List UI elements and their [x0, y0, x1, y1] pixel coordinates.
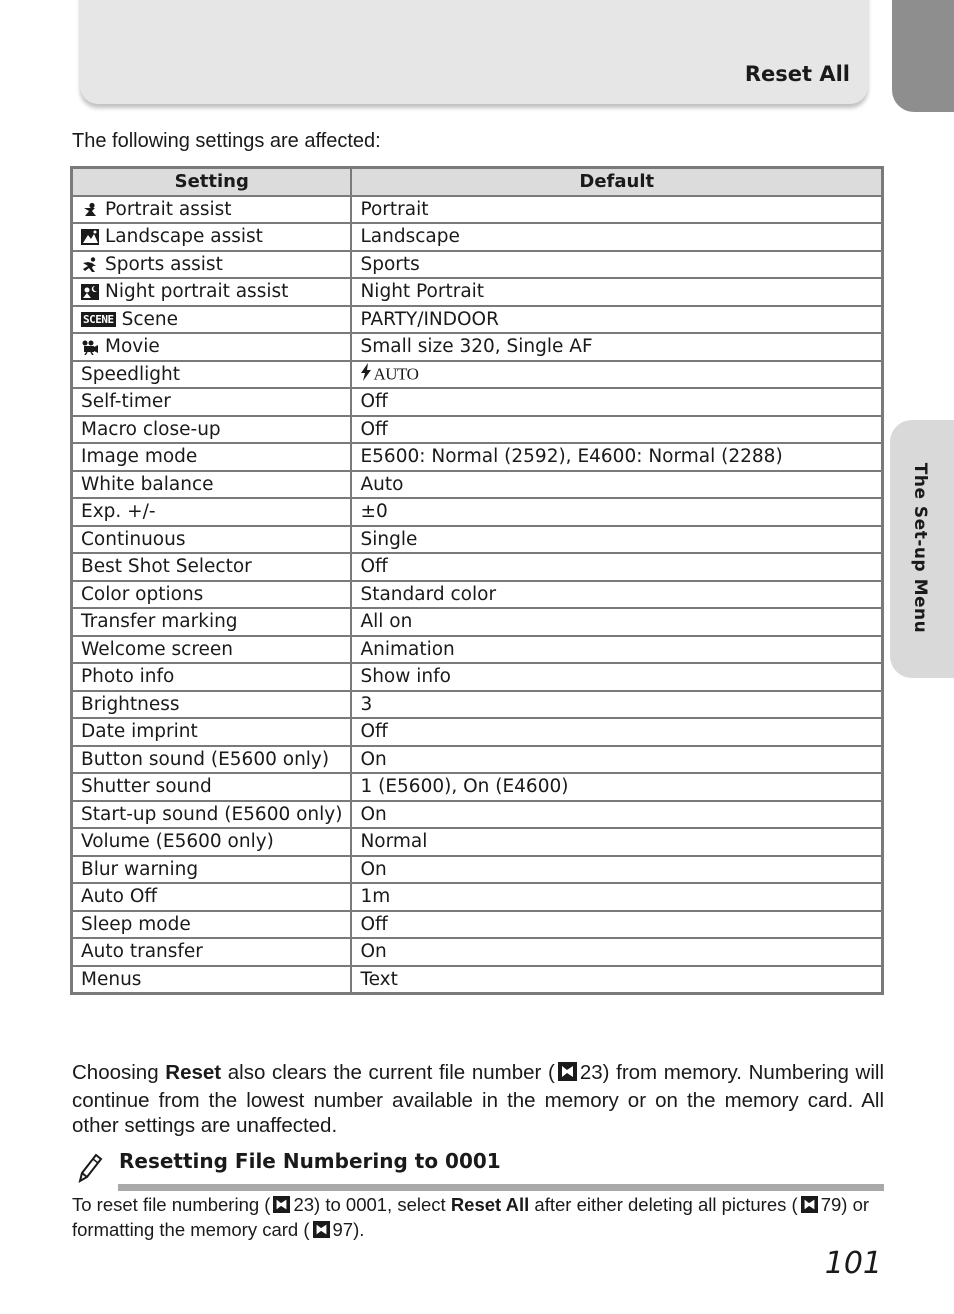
- default-cell: [351, 938, 882, 966]
- table-row: [72, 718, 883, 746]
- table-row: [72, 443, 883, 471]
- default-value: On: [360, 803, 387, 825]
- setting-cell: [72, 333, 352, 361]
- setting-name: Brightness: [81, 693, 180, 715]
- default-value: Show info: [360, 666, 451, 688]
- section-title: Reset All: [744, 62, 850, 86]
- default-value: 3: [360, 693, 373, 715]
- default-value: PARTY/INDOOR: [360, 308, 499, 330]
- default-cell: [351, 498, 882, 526]
- default-value: On: [360, 941, 387, 963]
- setting-name: Sleep mode: [81, 913, 191, 935]
- default-value: AUTO: [373, 364, 419, 384]
- default-value: All on: [360, 611, 413, 633]
- default-cell: [351, 553, 882, 581]
- default-cell: [351, 333, 882, 361]
- setting-cell: [72, 361, 352, 389]
- note-body: [72, 1193, 884, 1243]
- page-number: 101: [824, 1246, 882, 1281]
- default-cell: [351, 966, 882, 994]
- setting-cell: [72, 471, 352, 499]
- paragraph-text: ) from memory. Numbering will continue from the lowest number available in the memory or on the memory card. All other settings are unaffected.: [72, 1061, 885, 1137]
- setting-cell: [72, 388, 352, 416]
- table-row: [72, 911, 883, 939]
- table-row: [72, 553, 883, 581]
- setting-name: Macro close-up: [81, 418, 221, 440]
- night-portrait-icon: [81, 284, 99, 300]
- default-value: Sports: [360, 253, 420, 275]
- table-header-row: [72, 168, 883, 196]
- default-cell: [351, 663, 882, 691]
- setting-name: Scene: [121, 308, 179, 330]
- note-ref: 97: [332, 1219, 354, 1240]
- table-row: [72, 856, 883, 884]
- default-value: Off: [360, 556, 388, 578]
- setting-name: Button sound (E5600 only): [81, 748, 330, 770]
- setting-cell: [72, 553, 352, 581]
- default-cell: [351, 223, 882, 251]
- setting-cell: [72, 883, 352, 911]
- setting-cell: [72, 801, 352, 829]
- setting-cell: [72, 663, 352, 691]
- setting-name: Night portrait assist: [105, 281, 289, 303]
- setting-cell: [72, 581, 352, 609]
- portrait-assist-icon: [81, 202, 99, 218]
- setting-name: Best Shot Selector: [81, 556, 252, 578]
- column-header-default: Default: [351, 168, 882, 196]
- setting-name: Welcome screen: [81, 638, 234, 660]
- intro-text: The following settings are affected:: [72, 130, 381, 152]
- paragraph-bold: Reset: [165, 1061, 222, 1084]
- setting-name: Volume (E5600 only): [81, 831, 274, 853]
- default-cell: [351, 746, 882, 774]
- table-row: [72, 746, 883, 774]
- corner-tab: [892, 0, 954, 112]
- note-text: after either deleting all pictures (: [529, 1194, 798, 1215]
- setting-cell: [72, 223, 352, 251]
- setting-cell: [72, 856, 352, 884]
- default-cell: [351, 911, 882, 939]
- table-row: [72, 251, 883, 279]
- setting-name: Movie: [105, 336, 160, 358]
- paragraph-text: Choosing: [72, 1061, 166, 1084]
- default-value: Single: [360, 528, 418, 550]
- table-row: [72, 388, 883, 416]
- default-value: Off: [360, 913, 388, 935]
- settings-table: [70, 166, 884, 995]
- setting-name: Start-up sound (E5600 only): [81, 803, 343, 825]
- table-row: [72, 801, 883, 829]
- table-row: [72, 223, 883, 251]
- table-row: [72, 361, 883, 389]
- table-row: [72, 526, 883, 554]
- setting-cell: [72, 251, 352, 279]
- setting-name: Self-timer: [81, 391, 171, 413]
- default-value: Text: [360, 968, 398, 990]
- setting-name: Exp. +/-: [81, 501, 156, 523]
- setting-name: Photo info: [81, 666, 175, 688]
- default-value: E5600: Normal (2592), E4600: Normal (2288): [360, 446, 783, 468]
- page-reference-icon: [801, 1195, 818, 1218]
- default-cell: [351, 306, 882, 334]
- default-cell: [351, 251, 882, 279]
- sports-assist-icon: [81, 257, 99, 273]
- setting-name: Landscape assist: [105, 226, 263, 248]
- default-cell: [351, 801, 882, 829]
- note-text: To reset file numbering (: [72, 1194, 271, 1215]
- setting-cell: [72, 196, 352, 224]
- setting-name: Image mode: [81, 446, 198, 468]
- default-value: 1m: [360, 886, 391, 908]
- setting-name: Transfer marking: [81, 611, 238, 633]
- table-row: [72, 966, 883, 994]
- setting-name: Portrait assist: [105, 198, 232, 220]
- table-row: [72, 828, 883, 856]
- default-value: On: [360, 748, 387, 770]
- default-cell: [351, 828, 882, 856]
- page-reference-icon: [558, 1062, 577, 1088]
- setting-cell: [72, 691, 352, 719]
- setting-cell: [72, 938, 352, 966]
- default-cell: [351, 691, 882, 719]
- setting-cell: [72, 911, 352, 939]
- setting-cell: [72, 966, 352, 994]
- setting-cell: [72, 636, 352, 664]
- setting-cell: [72, 718, 352, 746]
- paragraph-ref: 23: [579, 1061, 603, 1084]
- setting-name: Continuous: [81, 528, 186, 550]
- note-ref: 23: [293, 1194, 315, 1215]
- note-ref: 79: [820, 1194, 842, 1215]
- default-value: On: [360, 858, 387, 880]
- setting-name: White balance: [81, 473, 214, 495]
- default-cell: [351, 278, 882, 306]
- table-row: [72, 773, 883, 801]
- table-row: [72, 278, 883, 306]
- default-cell: [351, 718, 882, 746]
- default-value: Animation: [360, 638, 455, 660]
- default-cell: [351, 416, 882, 444]
- note-text: ) or formatting the memory card (: [72, 1194, 870, 1240]
- default-cell: [351, 608, 882, 636]
- table-row: [72, 663, 883, 691]
- table-row: [72, 636, 883, 664]
- note-text: ).: [353, 1219, 365, 1240]
- default-cell: [351, 883, 882, 911]
- setting-name: Speedlight: [81, 363, 180, 385]
- default-value: Portrait: [360, 198, 429, 220]
- table-row: [72, 416, 883, 444]
- default-cell: [351, 196, 882, 224]
- default-value: 1 (E5600), On (E4600): [360, 776, 569, 798]
- setting-cell: [72, 773, 352, 801]
- default-value: Auto: [360, 473, 404, 495]
- reset-paragraph: [72, 1060, 884, 1139]
- default-value: Normal: [360, 831, 428, 853]
- note-heading: Resetting File Numbering to 0001: [119, 1149, 501, 1173]
- note-bold: Reset All: [450, 1194, 530, 1215]
- setting-cell: [72, 608, 352, 636]
- setting-cell: [72, 306, 352, 334]
- note-text: ) to 0001, select: [314, 1194, 451, 1215]
- table-row: [72, 883, 883, 911]
- setting-name: Shutter sound: [81, 776, 212, 798]
- flash-auto-icon: [360, 363, 372, 386]
- default-cell: [351, 526, 882, 554]
- default-value: Standard color: [360, 583, 497, 605]
- default-value: Off: [360, 391, 388, 413]
- note-divider: [118, 1184, 884, 1191]
- default-cell: [351, 388, 882, 416]
- table-row: [72, 306, 883, 334]
- setting-cell: [72, 526, 352, 554]
- note-pencil-icon: [74, 1152, 104, 1184]
- movie-icon: [81, 339, 99, 355]
- scene-icon: SCENE: [83, 313, 114, 327]
- default-cell: [351, 581, 882, 609]
- table-row: [72, 196, 883, 224]
- page-reference-icon: [313, 1220, 330, 1243]
- table-row: [72, 498, 883, 526]
- setting-name: Menus: [81, 968, 142, 990]
- default-value: Off: [360, 418, 388, 440]
- default-cell: [351, 471, 882, 499]
- setting-name: Sports assist: [105, 253, 223, 275]
- page-reference-icon: [273, 1195, 290, 1218]
- default-value: Small size 320, Single AF: [360, 336, 593, 358]
- landscape-assist-icon: [81, 229, 99, 245]
- setting-cell: [72, 498, 352, 526]
- default-cell: [351, 361, 882, 389]
- default-value: ±0: [360, 501, 388, 523]
- chapter-tab-label: The Set-up Menu: [910, 462, 930, 634]
- table-row: [72, 938, 883, 966]
- setting-cell: [72, 416, 352, 444]
- setting-name: Auto transfer: [81, 941, 203, 963]
- paragraph-text: also clears the current file number (: [221, 1061, 555, 1084]
- setting-cell: [72, 443, 352, 471]
- setting-name: Auto Off: [81, 886, 158, 908]
- default-cell: [351, 773, 882, 801]
- table-row: [72, 333, 883, 361]
- table-row: [72, 471, 883, 499]
- table-row: [72, 581, 883, 609]
- setting-name: Color options: [81, 583, 204, 605]
- table-row: [72, 608, 883, 636]
- default-value: Landscape: [360, 226, 460, 248]
- setting-name: Date imprint: [81, 721, 198, 743]
- section-header: [80, 0, 868, 104]
- default-value: Off: [360, 721, 388, 743]
- column-header-setting: Setting: [72, 168, 352, 196]
- default-value: Night Portrait: [360, 281, 485, 303]
- setting-cell: [72, 746, 352, 774]
- default-cell: [351, 856, 882, 884]
- setting-cell: [72, 828, 352, 856]
- setting-name: Blur warning: [81, 858, 199, 880]
- default-cell: [351, 443, 882, 471]
- default-cell: [351, 636, 882, 664]
- setting-cell: [72, 278, 352, 306]
- table-row: [72, 691, 883, 719]
